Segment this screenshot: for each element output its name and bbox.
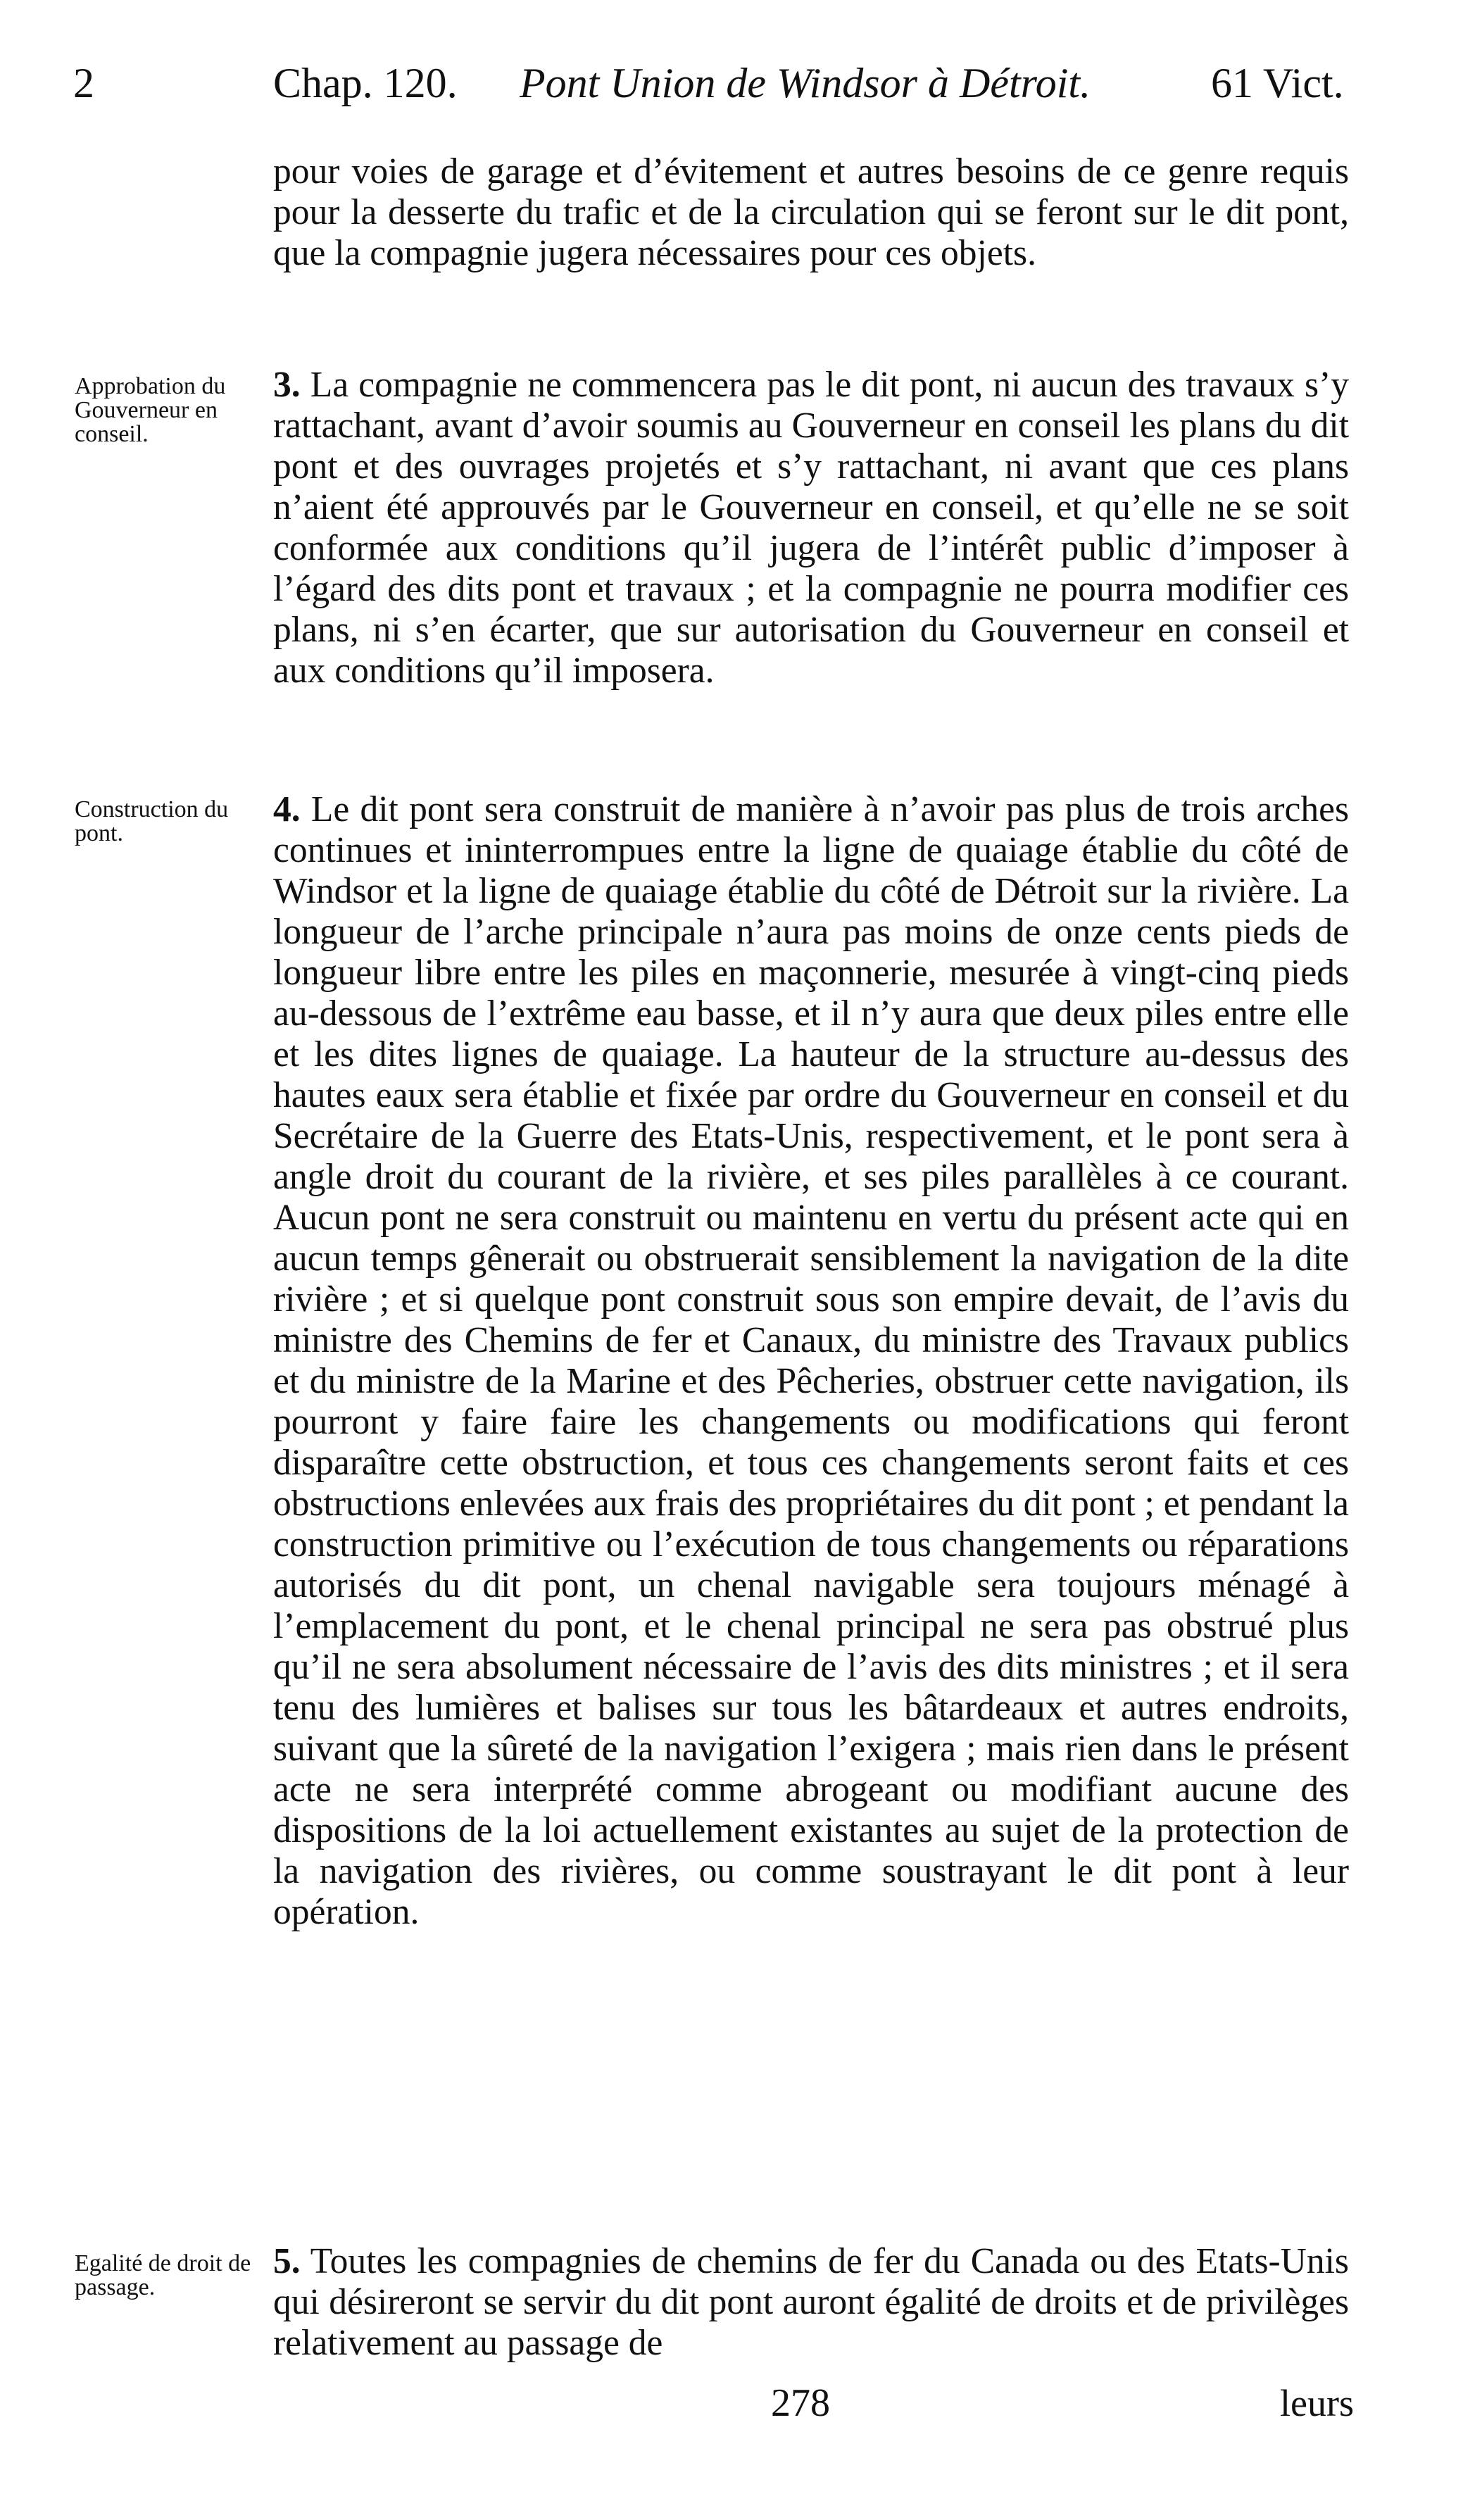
regnal-year: 61 Vict. (1211, 60, 1344, 106)
folio-number: 278 (771, 2381, 830, 2425)
section-text: Le dit pont sera construit de manière à n’avoir pas plus de trois arches continues et ininterrompues entre la ligne de quaiage établie du côté de Windsor et la ligne de quaiage établie du côté de Détroit sur la rivière. La longueur de l’arche principale n’aura pas moins de onze cents pieds de longueur libre entre les piles en maçonnerie, mesurée à vingt-cinq pieds au-dessous de l’extrême eau basse, et il n’y aura que deux piles entre elle et les dites lignes de quaiage. La hauteur de la structure au-dessus des hautes eaux sera établie et fixée par ordre du Gouverneur en conseil et du Secrétaire de la Guerre des Etats-Unis, respectivement, et le pont sera à angle droit du courant de la rivière, et ses piles parallèles à ce courant. Aucun pont ne sera construit ou maintenu en vertu du présent acte qui en aucun temps gênerait ou obstruerait sensiblement la navigation de la dite rivière ; et si quelque pont construit sous son empire devait, de l’avis du ministre des Chemins de fer et Canaux, du ministre des Travaux publics et du ministre de la Marine et des Pêcheries, obstruer cette navigation, ils pourront y faire faire les changements ou modifications qui feront disparaître cette obstruction, et tous ces changements seront faits et ces obstructions enlevées aux frais des propriétaires du dit pont ; et pendant la construction primitive ou l’exécution de tous changements ou réparations autorisés du dit pont, un chenal navigable sera toujours ménagé à l’emplacement du pont, et le chenal principal ne sera pas obstrué plus qu’il ne sera absolument nécessaire de l’avis des dits ministres ; et il sera tenu des lumières et balises sur tous les bâtardeaux et autres endroits, suivant que la sûreté de la navigation l’exigera ; mais rien dans le présent acte ne sera interprété comme abrogeant ou modifiant aucune des dispositions de la loi actuellement existantes au sujet de la protection de la navigation des rivières, ou comme soustrayant le dit pont à leur opération. (273, 789, 1349, 1932)
section-number: 4. (273, 789, 301, 829)
page-footer (0, 2378, 1463, 2428)
chapter-label: Chap. 120. (273, 60, 458, 106)
section-3 (273, 365, 1349, 691)
side-note-section-5: Egalité de droit de passage. (75, 2250, 251, 2300)
running-title: Pont Union de Windsor à Détroit. (520, 60, 1091, 106)
page-number: 2 (73, 60, 94, 106)
catchword: leurs (1280, 2382, 1354, 2424)
side-note-section-3: Approbation du Gouverneur en conseil. (75, 373, 226, 447)
section-4 (273, 789, 1349, 1933)
section-number: 3. (273, 365, 301, 405)
side-note-section-4: Construction du pont. (75, 796, 229, 846)
section-5 (273, 2241, 1349, 2364)
section-text: Toutes les compagnies de chemins de fer du Canada ou des Etats-Unis qui désireront se servir du dit pont auront égalité de droits et de privilèges relativement au passage de (273, 2241, 1349, 2363)
running-header (0, 55, 1463, 111)
section-text: La compagnie ne commencera pas le dit pont, ni aucun des travaux s’y rattachant, avant d’avoir soumis au Gouverneur en conseil les plans du dit pont et des ouvrages projetés et s’y rattachant, ni avant que ces plans n’aient été approuvés par le Gouverneur en conseil, et qu’elle ne se soit conformée aux conditions qu’il jugera de l’intérêt public d’imposer à l’égard des dits pont et travaux ; et la compagnie ne pourra modifier ces plans, ni s’en écarter, que sur autorisation du Gouverneur en conseil et aux conditions qu’il imposera. (273, 365, 1349, 691)
section-number: 5. (273, 2241, 301, 2281)
continuation-paragraph: pour voies de garage et d’évitement et autres besoins de ce genre requis pour la desserte du trafic et de la circulation qui se feront sur le dit pont, que la compagnie jugera nécessaires pour ces objets. (273, 151, 1349, 273)
